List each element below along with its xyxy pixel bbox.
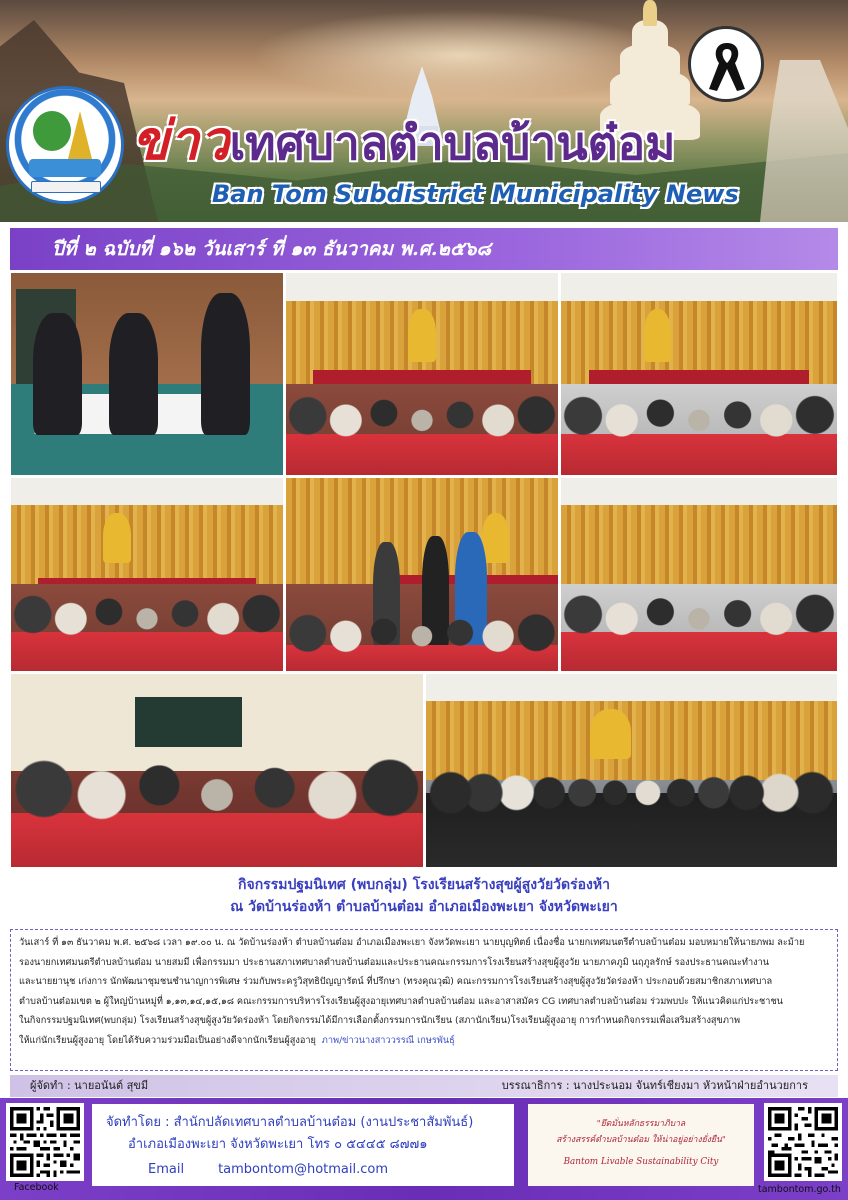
photo-speakers-standing bbox=[285, 477, 559, 672]
masthead-banner bbox=[0, 0, 848, 222]
photo-audience-1 bbox=[10, 477, 284, 672]
body-line: รองนายกเทศมนตรีตำบลบ้านต๋อม นายสมมี เพื่อกรรมมา ประธานสภาเทศบาลตำบลบ้านต๋อมและประธานคณะกรรมการโรงเรียนสร้างสุขผู้สูงวัย นายภาคภูมิ นฤภูลรักษ์ รองประธานคณะทำงาน bbox=[19, 956, 770, 968]
article-headline bbox=[10, 874, 838, 926]
municipality-logo bbox=[6, 86, 124, 204]
qr-right-label: tambontom.go.th bbox=[758, 1184, 841, 1195]
body-line-last bbox=[19, 1031, 829, 1051]
body-line: ในกิจกรรมปฐมนิเทศ(พบกลุ่ม) โรงเรียนสร้างสุขผู้สูงวัยวัดร่องห้า โดยกิจกรรมได้มีการเลือกตั้งกรรมการนักเรียน (สภานักเรียน)โรงเรียนผู้สูงอายุ การกำหนดกิจกรรมเพื่อเสริมสร้างสุขภาพ bbox=[19, 1015, 741, 1027]
black-mourning-ribbon-icon bbox=[688, 26, 764, 102]
editor-credit: บรรณาธิการ : นางประนอม จันทร์เชียงมา หัวหน้าฝ่ายอำนวยการ bbox=[501, 1079, 808, 1092]
photo-credit: ภาพ/ข่าวนางสาววรรณี เกษรพันธุ์ bbox=[321, 1034, 455, 1046]
masthead-title-news: ข่าว bbox=[132, 108, 230, 172]
photo-audience-2 bbox=[560, 477, 838, 672]
slogan-thai-1: "ยึดมั่นหลักธรรมาภิบาล bbox=[596, 1119, 686, 1129]
photo-hands-raised-vote bbox=[10, 673, 424, 868]
address-phone-line: อำเภอเมืองพะเยา จังหวัดพะเยา โทร ๐ ๕๔๔๕ ๘๗๗๑ bbox=[128, 1137, 428, 1152]
headline-line-2: ณ วัดบ้านร่องห้า ตำบลบ้านต๋อม อำเภอเมืองพะเยา จังหวัดพะเยา bbox=[230, 899, 618, 915]
qr-code-website[interactable] bbox=[764, 1103, 842, 1181]
slogan-thai-2: สร้างสรรค์ตำบลบ้านต๋อม ให้น่าอยู่อย่างยั่งยืน" bbox=[556, 1135, 726, 1145]
masthead-english-title: Ban Tom Subdistrict Municipality News bbox=[212, 180, 739, 208]
body-line: ตำบลบ้านต๋อมเขต ๒ ผู้ใหญ่บ้านหมู่ที่ ๑,๑๓,๑๔,๑๕,๑๘ คณะกรรมการบริหารโรงเรียนผู้สูงอายุเทศบาลตำบลบ้านต๋อม และอาสาสมัคร CG เทศบาลตำบลบ้านต๋อม ร่วมพบปะ ให้แนวคิดแก่ประชาชน bbox=[19, 995, 783, 1007]
body-line: วันเสาร์ ที่ ๑๓ ธันวาคม พ.ศ. ๒๕๖๘ เวลา ๑๙.๐๐ น. ณ วัดบ้านร่องห้า ตำบลบ้านต๋อม อำเภอเมืองพะเยา จังหวัดพะเยา นายบุญทิตย์ เนื่องชื่อ นายกเทศมนตรีตำบลบ้านต๋อม มอบหมายให้นายภพม ละม้าย bbox=[19, 937, 805, 948]
photo-registration-desk bbox=[10, 272, 284, 476]
email-line bbox=[148, 1159, 388, 1181]
issue-date-bar: ปีที่ ๒ ฉบับที่ ๑๖๒ วันเสาร์ ที่ ๑๓ ธันวาคม พ.ศ.๒๕๖๘ bbox=[10, 228, 838, 270]
photo-meeting-hall-2 bbox=[560, 272, 838, 476]
slogan-card bbox=[528, 1104, 754, 1186]
article-body bbox=[10, 929, 838, 1071]
email-label: Email bbox=[148, 1162, 185, 1177]
staff-credits-bar bbox=[10, 1075, 838, 1097]
slogan-english: Bantom Livable Sustainability City bbox=[563, 1157, 719, 1167]
qr-code-facebook[interactable] bbox=[6, 1103, 84, 1181]
body-line-text: ให้แก่นักเรียนผู้สูงอายุ โดยได้รับความร่วมมือเป็นอย่างดีจากนักเรียนผู้สูงอายุ bbox=[19, 1034, 316, 1046]
banner-temple-right bbox=[760, 60, 848, 222]
email-link[interactable]: tambontom@hotmail.com bbox=[218, 1162, 389, 1177]
headline-line-1: กิจกรรมปฐมนิเทศ (พบกลุ่ม) โรงเรียนสร้างสุขผู้สูงวัยวัดร่องห้า bbox=[238, 877, 610, 893]
photo-group-portrait bbox=[425, 673, 838, 868]
contact-card bbox=[92, 1104, 514, 1186]
masthead-title-org: เทศบาลตำบลบ้านต๋อม bbox=[229, 116, 676, 170]
photo-meeting-hall-1 bbox=[285, 272, 559, 476]
publisher-line: จัดทำโดย : สำนักปลัดเทศบาลตำบลบ้านต๋อม (งานประชาสัมพันธ์) bbox=[106, 1115, 474, 1130]
masthead-title bbox=[132, 95, 772, 185]
body-line: และนายยานุช เก่งการ นักพัฒนาชุมชนชำนาญการพิเศษ ร่วมกับพระครูวิสุทธิปัญญารัตน์ ที่ปรึกษา (ทรงคุณวุฒิ) คณะกรรมการโรงเรียนสร้างสุขผู้สูงวัยวัดร่องห้า ประกอบด้วยสมาชิกสภาเทศบาล bbox=[19, 976, 773, 988]
producer-credit: ผู้จัดทำ : นายอนันต์ สุขมี bbox=[30, 1079, 149, 1092]
qr-left-label: Facebook bbox=[14, 1182, 59, 1193]
